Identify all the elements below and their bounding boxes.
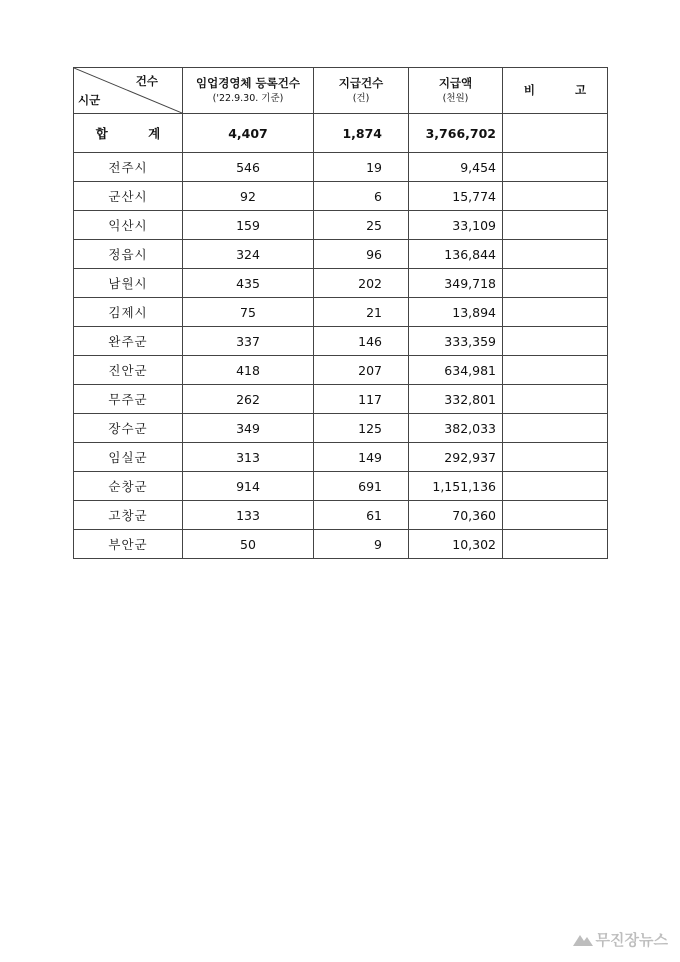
table-row [74, 327, 608, 356]
total-registered: 4,407 [183, 114, 314, 153]
row-city: 군산시 [74, 182, 183, 211]
row-registered: 324 [183, 240, 314, 269]
header-registered-sub: ('22.9.30. 기준) [212, 92, 284, 104]
row-city: 장수군 [74, 414, 183, 443]
row-note [503, 472, 608, 501]
row-paid-amount: 349,718 [409, 269, 503, 298]
total-paid-count: 1,874 [314, 114, 409, 153]
forestry-payment-table [73, 67, 608, 559]
row-registered: 159 [183, 211, 314, 240]
row-paid-count: 125 [314, 414, 409, 443]
row-registered: 92 [183, 182, 314, 211]
row-note [503, 530, 608, 559]
header-registered [183, 68, 314, 114]
total-row [74, 114, 608, 153]
row-note [503, 269, 608, 298]
row-paid-count: 61 [314, 501, 409, 530]
header-paid-amount-sub: (천원) [442, 92, 469, 104]
mountain-logo-icon [573, 932, 593, 950]
table-row [74, 356, 608, 385]
row-note [503, 211, 608, 240]
row-registered: 418 [183, 356, 314, 385]
table-row [74, 385, 608, 414]
diag-top-label: 건수 [135, 74, 158, 88]
table-row [74, 472, 608, 501]
row-registered: 262 [183, 385, 314, 414]
header-paid-count-label: 지급건수 [338, 76, 384, 91]
row-city: 남원시 [74, 269, 183, 298]
header-paid-amount [409, 68, 503, 114]
row-city: 완주군 [74, 327, 183, 356]
table-row [74, 414, 608, 443]
table-row [74, 269, 608, 298]
row-city: 고창군 [74, 501, 183, 530]
row-note [503, 414, 608, 443]
total-paid-amount: 3,766,702 [409, 114, 503, 153]
row-registered: 133 [183, 501, 314, 530]
row-paid-amount: 10,302 [409, 530, 503, 559]
row-registered: 337 [183, 327, 314, 356]
row-registered: 75 [183, 298, 314, 327]
row-paid-count: 25 [314, 211, 409, 240]
row-paid-count: 202 [314, 269, 409, 298]
row-paid-amount: 634,981 [409, 356, 503, 385]
row-paid-count: 9 [314, 530, 409, 559]
table-row [74, 298, 608, 327]
row-city: 무주군 [74, 385, 183, 414]
row-paid-amount: 292,937 [409, 443, 503, 472]
row-note [503, 240, 608, 269]
row-paid-count: 19 [314, 153, 409, 182]
header-paid-amount-label: 지급액 [438, 76, 473, 91]
table-row [74, 530, 608, 559]
total-label: 합 계 [74, 114, 183, 153]
row-paid-count: 21 [314, 298, 409, 327]
table-row [74, 182, 608, 211]
row-city: 순창군 [74, 472, 183, 501]
row-city: 익산시 [74, 211, 183, 240]
table-row [74, 501, 608, 530]
total-note [503, 114, 608, 153]
row-paid-count: 96 [314, 240, 409, 269]
row-paid-amount: 382,033 [409, 414, 503, 443]
diagonal-header-cell [74, 68, 183, 114]
row-paid-amount: 1,151,136 [409, 472, 503, 501]
row-registered: 313 [183, 443, 314, 472]
row-paid-amount: 136,844 [409, 240, 503, 269]
row-note [503, 327, 608, 356]
row-note [503, 182, 608, 211]
row-paid-amount: 13,894 [409, 298, 503, 327]
table-row [74, 153, 608, 182]
row-note [503, 385, 608, 414]
row-note [503, 356, 608, 385]
row-city: 임실군 [74, 443, 183, 472]
row-paid-count: 691 [314, 472, 409, 501]
header-paid-count [314, 68, 409, 114]
row-registered: 349 [183, 414, 314, 443]
table-row [74, 240, 608, 269]
row-paid-count: 117 [314, 385, 409, 414]
row-note [503, 153, 608, 182]
row-paid-amount: 70,360 [409, 501, 503, 530]
row-registered: 546 [183, 153, 314, 182]
row-paid-count: 149 [314, 443, 409, 472]
row-paid-amount: 333,359 [409, 327, 503, 356]
row-note [503, 298, 608, 327]
header-paid-count-sub: (건) [352, 92, 370, 104]
row-note [503, 501, 608, 530]
watermark-text: 무진장뉴스 [595, 931, 668, 949]
row-note [503, 443, 608, 472]
row-paid-amount: 9,454 [409, 153, 503, 182]
row-city: 정읍시 [74, 240, 183, 269]
row-paid-amount: 332,801 [409, 385, 503, 414]
header-registered-label: 임업경영체 등록건수 [196, 76, 300, 91]
table-row [74, 443, 608, 472]
header-note: 비 고 [503, 68, 608, 114]
row-city: 전주시 [74, 153, 183, 182]
watermark [573, 929, 668, 950]
row-registered: 435 [183, 269, 314, 298]
row-city: 부안군 [74, 530, 183, 559]
row-city: 진안군 [74, 356, 183, 385]
row-city: 김제시 [74, 298, 183, 327]
table-row [74, 211, 608, 240]
row-registered: 50 [183, 530, 314, 559]
row-paid-amount: 15,774 [409, 182, 503, 211]
row-paid-count: 207 [314, 356, 409, 385]
row-registered: 914 [183, 472, 314, 501]
header-row [74, 68, 608, 114]
diag-bottom-label: 시군 [78, 93, 101, 108]
row-paid-count: 146 [314, 327, 409, 356]
row-paid-count: 6 [314, 182, 409, 211]
row-paid-amount: 33,109 [409, 211, 503, 240]
